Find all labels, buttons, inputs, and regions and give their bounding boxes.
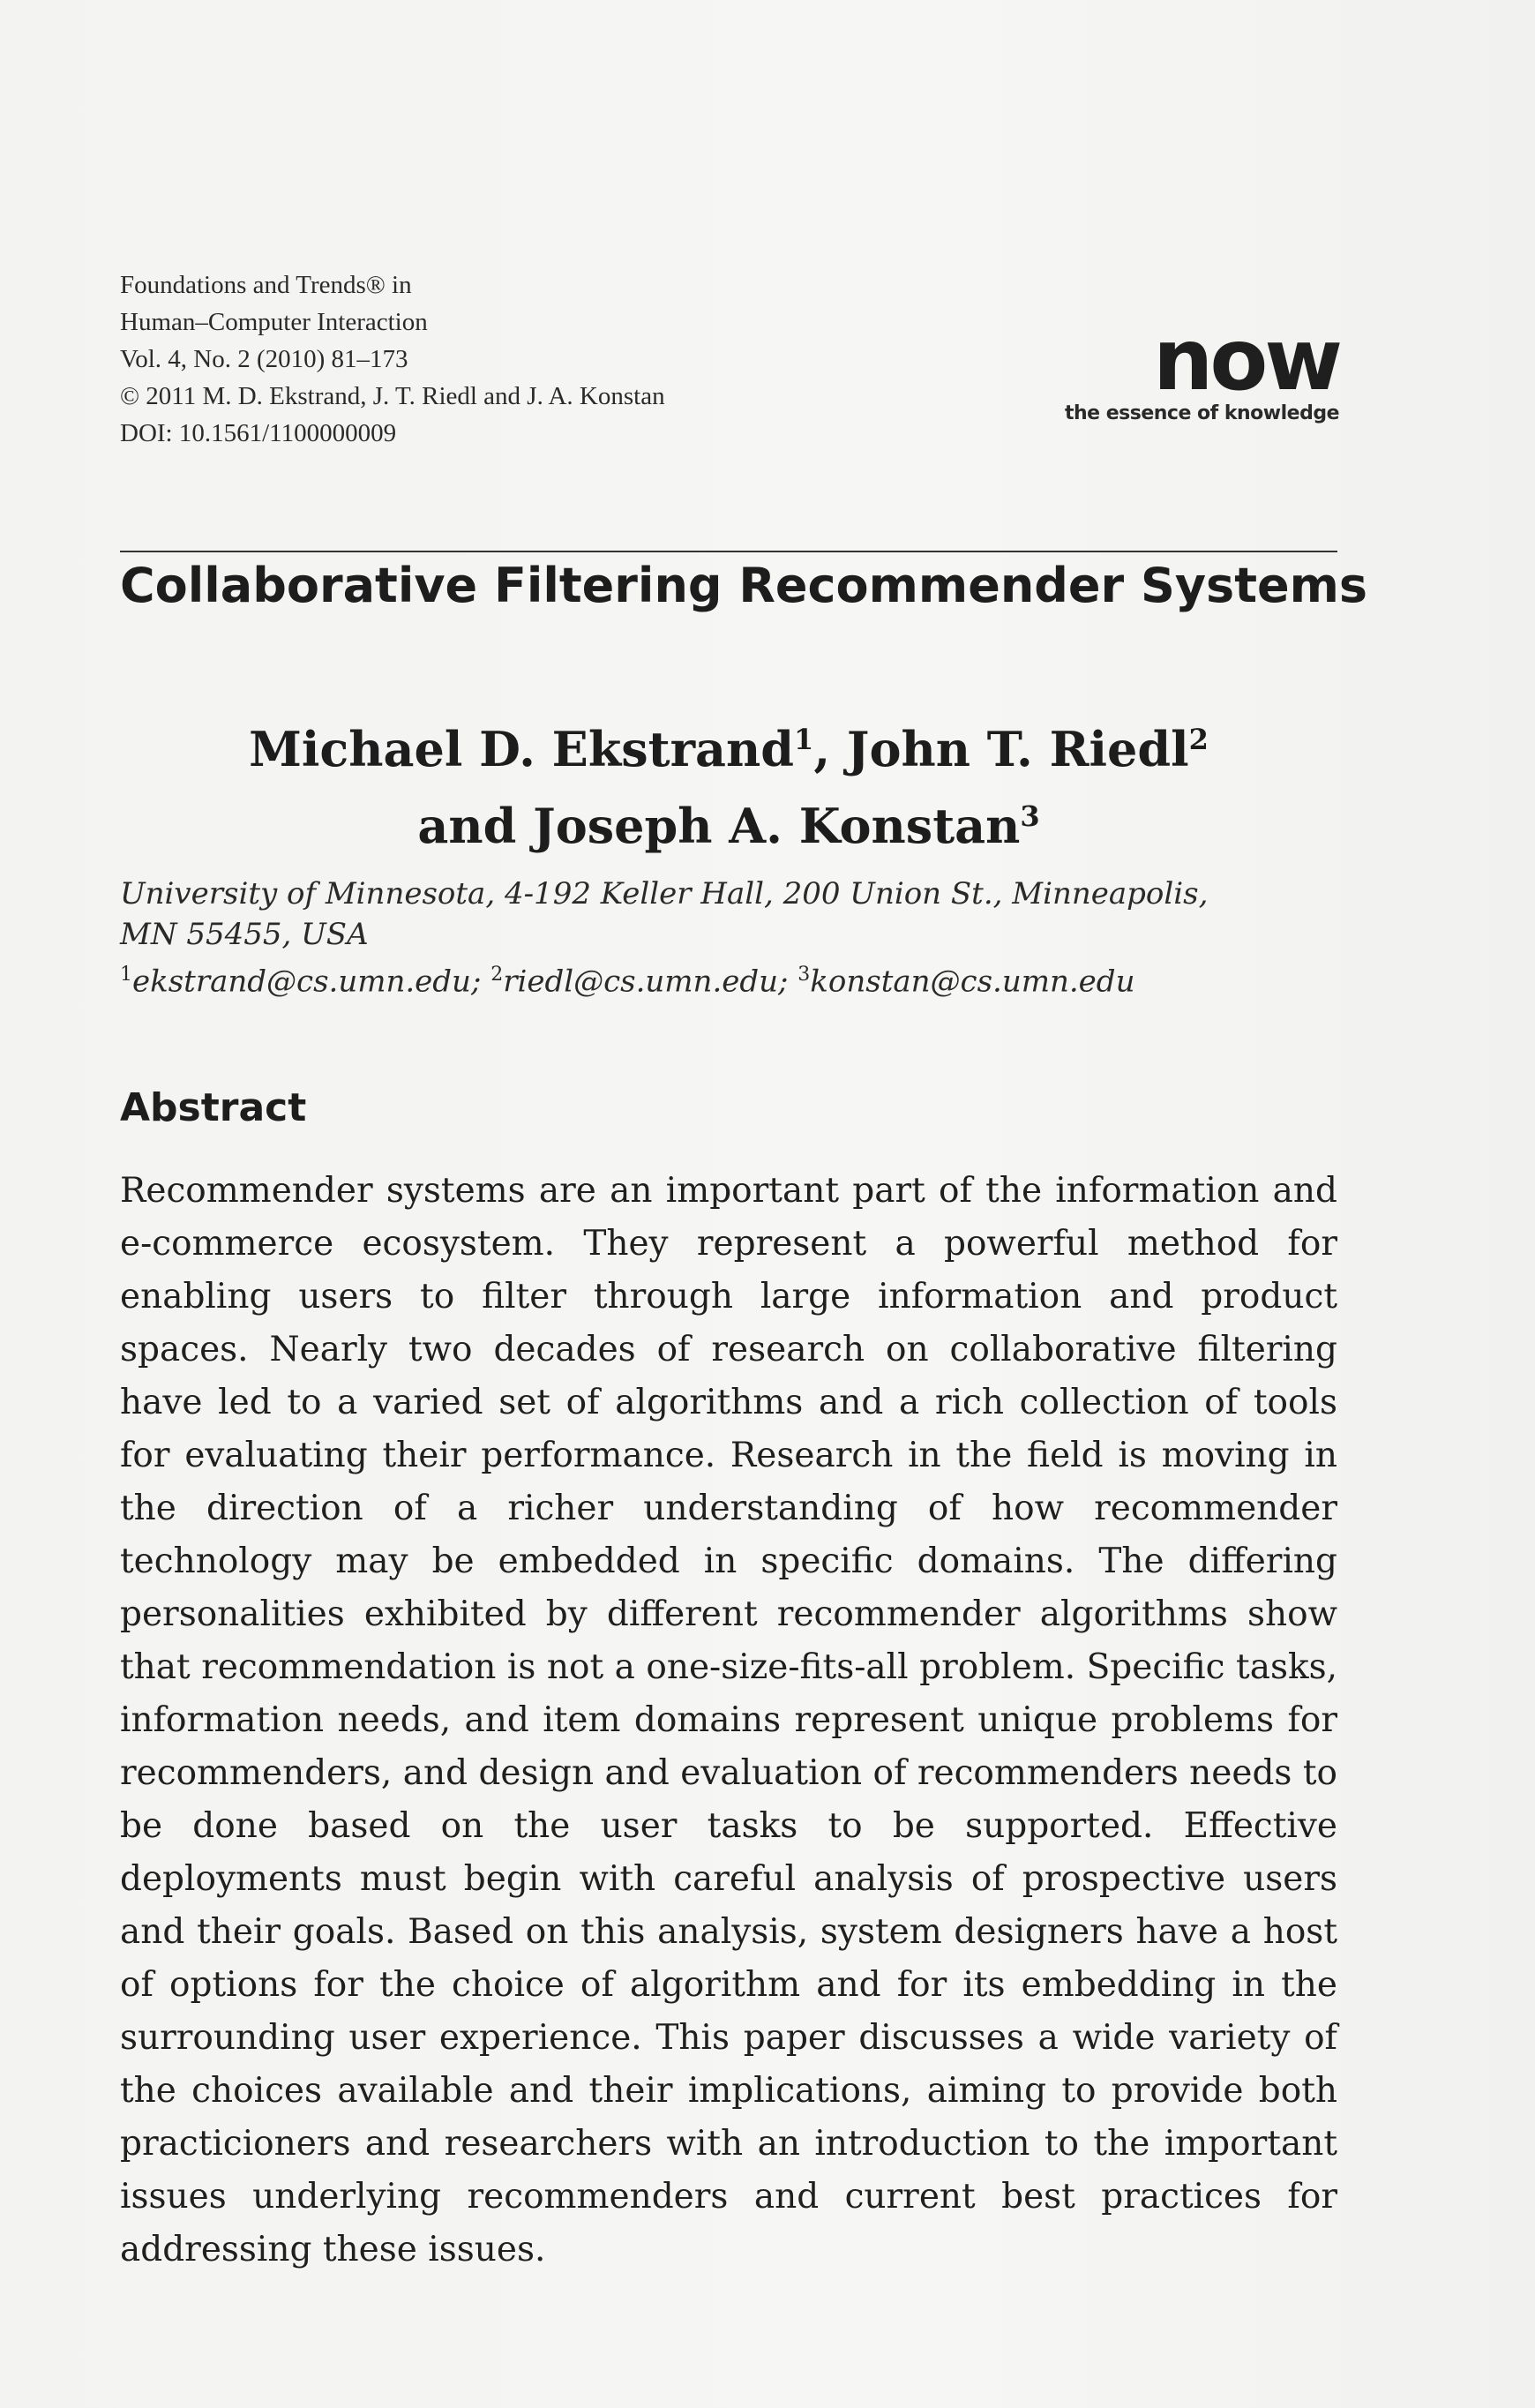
journal-subject: Human–Computer Interaction — [120, 308, 428, 336]
author-list — [120, 706, 1337, 859]
author-line-1 — [120, 706, 1337, 783]
email-2-marker: 2 — [490, 964, 504, 986]
email-1: ekstrand@cs.umn.edu; — [132, 964, 482, 1000]
author-conjunction: and — [417, 798, 534, 854]
author-2: John T. Riedl — [846, 721, 1189, 777]
publisher-logo — [1048, 311, 1339, 424]
journal-header — [120, 266, 665, 452]
journal-name: Foundations and Trends® in — [120, 271, 412, 299]
affiliation-block — [120, 874, 1337, 1001]
author-1: Michael D. Ekstrand — [249, 721, 795, 777]
logo-wordmark: now — [1153, 311, 1339, 409]
affiliation-line-1: University of Minnesota, 4-192 Keller Hall, 200 Union St., Minneapolis, — [120, 876, 1209, 911]
affiliation-line-2: MN 55455, USA — [120, 917, 369, 952]
email-line — [120, 955, 1337, 1001]
journal-volume: Vol. 4, No. 2 (2010) 81–173 — [120, 345, 408, 373]
author-separator: , — [813, 721, 847, 777]
abstract-body: Recommender systems are an important part of the information and e-commerce ecosystem. They represent a powerful method for enabling users to filter through large information and product spaces. Nearly two decades of research on collaborative filtering have led to a varied set of algorithms and a rich collection of tools for evaluating their performance. Research in the field is moving in the direction of a richer understanding of how recommender technology may be embedded in specific domains. The differing personalities exhibited by different recommender algorithms show that recommendation is not a one-size-fits-all problem. Specific tasks, information needs, and item domains represent unique problems for recommenders, and design and evaluation of recommenders needs to be done based on the user tasks to be supported. Effective deployments must begin with careful analysis of prospective users and their goals. Based on this analysis, system designers have a host of options for the choice of algorithm and for its embedding in the surrounding user experience. This paper discusses a wide variety of the choices available and their implications, aiming to provide both practicioners and researchers with an introduction to the important issues underlying recommenders and current best practices for addressing these issues. — [120, 1171, 1337, 2269]
author-line-2 — [120, 783, 1337, 859]
email-1-marker: 1 — [120, 964, 132, 986]
author-2-marker: 2 — [1188, 723, 1209, 756]
author-3: Joseph A. Konstan — [533, 798, 1021, 854]
email-3-marker: 3 — [797, 964, 811, 986]
email-2: riedl@cs.umn.edu; — [503, 964, 789, 1000]
author-1-marker: 1 — [794, 723, 814, 756]
logo-tagline: the essence of knowledge — [1064, 402, 1339, 424]
email-3: konstan@cs.umn.edu — [810, 964, 1135, 1000]
title-rule — [120, 551, 1337, 552]
author-3-marker: 3 — [1020, 799, 1040, 833]
paper-title: Collaborative Filtering Recommender Systems — [120, 558, 1368, 613]
abstract-heading: Abstract — [120, 1085, 307, 1130]
copyright-line: © 2011 M. D. Ekstrand, J. T. Riedl and J. A. Konstan — [120, 382, 665, 410]
doi-line: DOI: 10.1561/1100000009 — [120, 419, 397, 447]
